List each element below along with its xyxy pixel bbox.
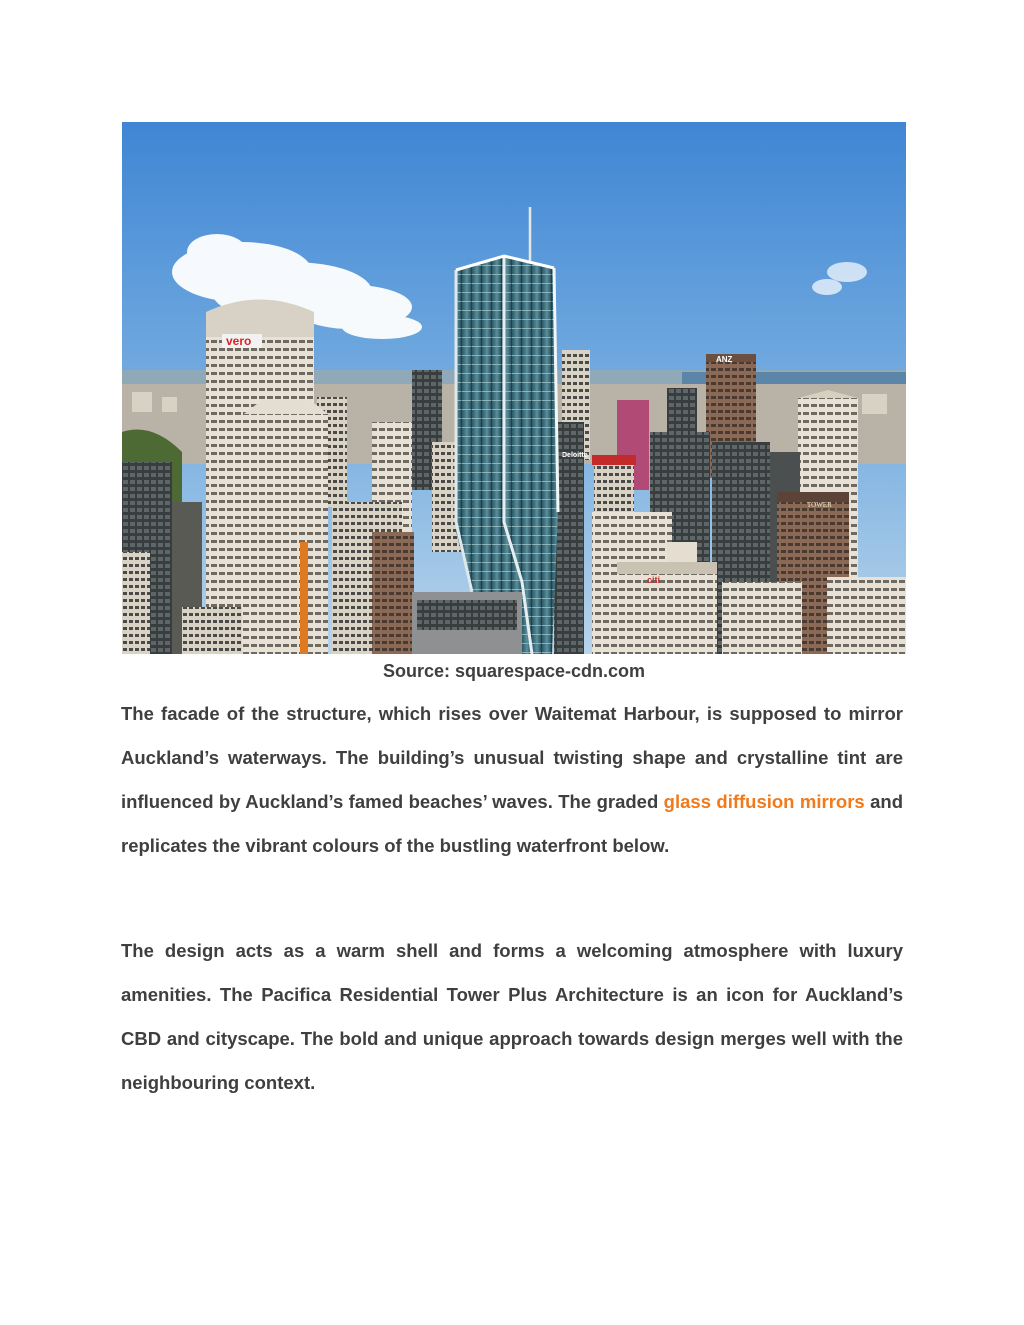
citi-sign: citi xyxy=(647,575,661,585)
glass-diffusion-mirrors-link[interactable]: glass diffusion mirrors xyxy=(663,791,865,812)
body-paragraph-1 xyxy=(121,692,903,868)
paragraph-1-text-start: The facade of the structure, which rises over Waitemat Harbour, is supposed to mirror Auckland’s waterways. The building’s unusual twisting shape and crystalline tint are influenced by Auckland’s famed beaches’ waves. The graded xyxy=(121,703,903,812)
tower-sign: TOWER xyxy=(807,501,832,509)
image-source-caption: Source: squarespace-cdn.com xyxy=(382,661,646,681)
vero-sign: vero xyxy=(226,334,252,348)
anz-sign: ANZ xyxy=(716,355,733,364)
paragraph-1-text-end: and replicates the vibrant colours of the bustling waterfront below. xyxy=(121,791,903,856)
deloitte-sign: Deloitte xyxy=(562,452,588,459)
city-skyline-photo xyxy=(122,122,906,654)
body-paragraph-2: The design acts as a warm shell and forms a welcoming atmosphere with luxury amenities. The Pacifica Residential Tower Plus Architecture is an icon for Auckland’s CBD and cityscape. The bold and unique approach towards design merges well with the neighbouring context. xyxy=(121,940,903,1093)
